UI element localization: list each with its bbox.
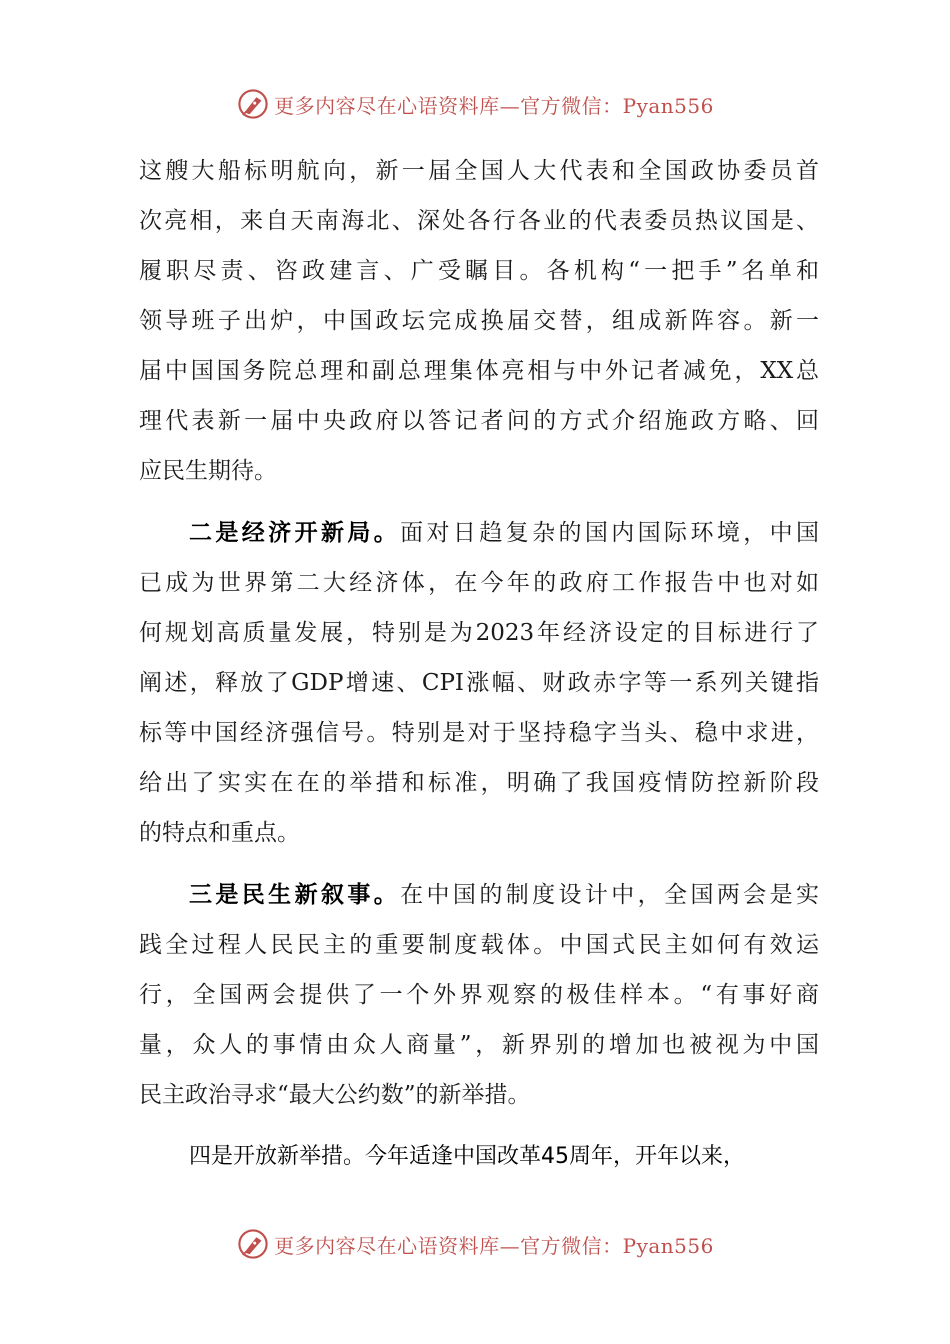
text-line: 理代表新一届中央政府以答记者问的方式介绍施政方略、回 bbox=[139, 408, 819, 434]
text-line: 标等中国经济强信号。特别是对于坚持稳字当头、稳中求进， bbox=[139, 720, 819, 746]
paragraph-1 bbox=[139, 146, 819, 496]
text-line: 届中国国务院总理和副总理集体亮相与中外记者减免，XX总 bbox=[139, 358, 819, 384]
text-line: 履职尽责、咨政建言、广受瞩目。各机构“一把手”名单和 bbox=[139, 258, 819, 284]
text-line: 这艘大船标明航向，新一届全国人大代表和全国政协委员首 bbox=[139, 158, 819, 184]
watermark-text: 更多内容尽在心语资料库—官方微信：Pyan556 bbox=[274, 1233, 714, 1258]
text-line: 给出了实实在在的举措和标准，明确了我国疫情防控新阶段 bbox=[139, 770, 819, 796]
text-line: 阐述，释放了GDP增速、CPI涨幅、财政赤字等一系列关键指 bbox=[139, 670, 819, 696]
text-line: 行，全国两会提供了一个外界观察的极佳样本。“有事好商 bbox=[139, 982, 819, 1008]
article-body bbox=[139, 146, 819, 1182]
text-line: 的特点和重点。 bbox=[139, 820, 300, 846]
text-line: 四是开放新举措。今年适逢中国改革45周年，开年以来， bbox=[189, 1144, 745, 1169]
text-run: 在中国的制度设计中，全国两会是实 bbox=[400, 882, 820, 908]
text-line bbox=[139, 870, 819, 920]
pen-nib-circle-icon bbox=[236, 87, 270, 121]
text-line: 践全过程人民民主的重要制度载体。中国式民主如何有效运 bbox=[139, 932, 819, 958]
text-line: 已成为世界第二大经济体，在今年的政府工作报告中也对如 bbox=[139, 570, 819, 596]
paragraph-heading: 二是经济开新局。 bbox=[189, 519, 401, 546]
text-line bbox=[139, 508, 819, 558]
text-line: 量，众人的事情由众人商量”，新界别的增加也被视为中国 bbox=[139, 1032, 819, 1058]
footer-watermark-banner bbox=[0, 1224, 950, 1264]
text-line: 民主政治寻求“最大公约数”的新举措。 bbox=[139, 1082, 531, 1108]
paragraph-4 bbox=[139, 1132, 819, 1182]
text-line: 应民生期待。 bbox=[139, 458, 277, 484]
paragraph-heading: 三是民生新叙事。 bbox=[189, 881, 401, 908]
text-line: 次亮相，来自天南海北、深处各行各业的代表委员热议国是、 bbox=[139, 208, 819, 234]
text-line: 何规划高质量发展，特别是为2023年经济设定的目标进行了 bbox=[139, 620, 819, 646]
text-run: 面对日趋复杂的国内国际环境，中国 bbox=[400, 520, 820, 546]
paragraph-3 bbox=[139, 870, 819, 1120]
text-line: 领导班子出炉，中国政坛完成换届交替，组成新阵容。新一 bbox=[139, 308, 819, 334]
watermark-text: 更多内容尽在心语资料库—官方微信：Pyan556 bbox=[274, 93, 714, 118]
paragraph-2 bbox=[139, 508, 819, 858]
header-watermark-banner bbox=[0, 84, 950, 124]
pen-nib-circle-icon bbox=[236, 1227, 270, 1261]
